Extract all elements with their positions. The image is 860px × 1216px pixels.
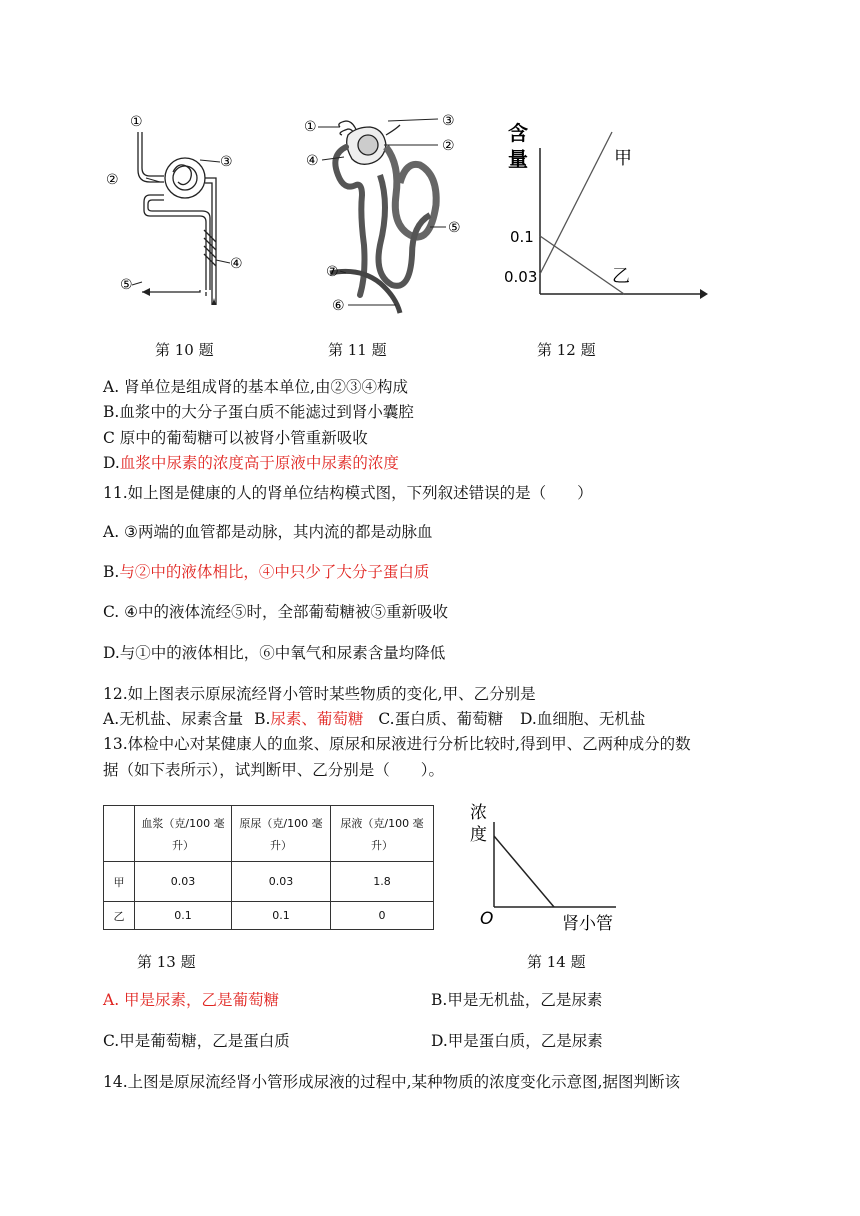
fig11-label-5: ⑤ — [448, 220, 461, 236]
fig11-label-3: ③ — [442, 113, 455, 129]
q12-option-d: D.血细胞、无机盐 — [520, 710, 646, 728]
q11-option-a: A. ③两端的血管都是动脉，其内流的都是动脉血 — [103, 523, 433, 541]
fig12-label-yi: 乙 — [612, 266, 630, 287]
fig14-xlabel: 肾小管 — [562, 914, 613, 934]
table-cell: 0.1 — [232, 902, 331, 930]
fig12-tick-0.1: 0.1 — [510, 228, 534, 246]
q13-stem-line1: 13.体检中心对某健康人的血浆、原尿和尿液进行分析比较时,得到甲、乙两种成分的数 — [103, 735, 691, 753]
table-header-plasma: 血浆（克/100 毫 升） — [135, 806, 232, 862]
q13-option-a-text: A. 甲是尿素，乙是葡萄糖 — [103, 991, 280, 1009]
fig14-ylabel-top: 浓 — [470, 803, 487, 823]
q11-b-letter: B. — [103, 563, 120, 581]
q12-option-b-letter: B. — [254, 710, 271, 728]
fig11-label-1: ① — [304, 119, 317, 135]
figure-12-chart — [500, 112, 715, 312]
q10-option-c: C 原中的葡萄糖可以被肾小管重新吸收 — [103, 429, 368, 447]
q11-stem: 11.如上图是健康的人的肾单位结构模式图，下列叙述错误的是（ ） — [103, 484, 593, 502]
fig12-label-jia: 甲 — [614, 148, 632, 169]
fig11-label-6: ⑥ — [332, 298, 345, 314]
q10-d-letter: D. — [103, 454, 120, 472]
fig11-label-7: ⑦ — [326, 264, 339, 280]
q12-option-a: A.无机盐、尿素含量 — [103, 710, 244, 728]
q12-options — [103, 709, 645, 729]
caption-fig11: 第 11 题 — [328, 341, 387, 359]
table-header-primary-urine: 原尿（克/100 毫 升） — [232, 806, 331, 862]
fig10-label-5: ⑤ — [120, 277, 133, 293]
fig12-series-jia — [540, 132, 612, 274]
q14-stem: 14.上图是原尿流经肾小管形成尿液的过程中,某种物质的浓度变化示意图,据图判断该 — [103, 1073, 681, 1091]
q13-data-table — [103, 805, 434, 930]
figure-11-nephron-diagram — [300, 105, 470, 315]
table-header-empty — [104, 806, 135, 862]
q12-stem: 12.如上图表示原尿流经肾小管时某些物质的变化,甲、乙分别是 — [103, 685, 536, 703]
table-row — [104, 862, 434, 902]
q11-b-answer: 与②中的液体相比，④中只少了大分子蛋白质 — [119, 563, 430, 581]
q12-option-b: 尿素、葡萄糖 — [270, 710, 364, 728]
fig11-label-2: ② — [442, 138, 455, 154]
fig14-series-line — [494, 836, 554, 907]
figure-10-nephron-diagram — [106, 110, 260, 310]
q11-option-b — [103, 562, 429, 582]
caption-fig12: 第 12 题 — [537, 341, 596, 359]
q10-option-d — [103, 453, 399, 473]
fig12-ylabel-top: 含 — [508, 121, 528, 145]
table-cell: 0.03 — [232, 862, 331, 902]
table-cell: 0 — [331, 902, 434, 930]
q10-option-b: B.血浆中的大分子蛋白质不能滤过到肾小囊腔 — [103, 403, 414, 421]
figure-14-chart — [466, 800, 636, 940]
table-cell: 甲 — [104, 862, 135, 902]
caption-fig13: 第 13 题 — [137, 953, 196, 971]
fig10-label-4: ④ — [230, 256, 243, 272]
table-header-urine: 尿液（克/100 毫 升） — [331, 806, 434, 862]
fig10-label-2: ② — [106, 172, 119, 188]
fig12-ylabel-bottom: 量 — [508, 147, 528, 171]
q12-option-c: C.蛋白质、葡萄糖 — [378, 710, 504, 728]
table-row — [104, 902, 434, 930]
q13-stem-line2: 据（如下表所示），试判断甲、乙分别是（ ）。 — [103, 761, 445, 779]
table-cell: 0.03 — [135, 862, 232, 902]
fig12-tick-0.03: 0.03 — [504, 268, 538, 286]
table-cell: 0.1 — [135, 902, 232, 930]
fig11-label-4: ④ — [306, 153, 319, 169]
fig10-label-1: ① — [130, 114, 143, 130]
q13-option-d: D.甲是蛋白质，乙是尿素 — [431, 1032, 603, 1050]
q13-option-c: C.甲是葡萄糖，乙是蛋白质 — [103, 1032, 290, 1050]
caption-fig14: 第 14 题 — [527, 953, 586, 971]
fig14-origin: O — [480, 909, 494, 929]
caption-fig10: 第 10 题 — [155, 341, 214, 359]
q11-option-c: C. ④中的液体流经⑤时，全部葡萄糖被⑤重新吸收 — [103, 603, 449, 621]
q11-option-d: D.与①中的液体相比，⑥中氧气和尿素含量均降低 — [103, 644, 446, 662]
fig14-ylabel-bottom: 度 — [470, 825, 487, 845]
table-cell: 1.8 — [331, 862, 434, 902]
q10-d-answer: 血浆中尿素的浓度高于原液中尿素的浓度 — [119, 454, 399, 472]
q13-option-b: B.甲是无机盐，乙是尿素 — [431, 991, 603, 1009]
table-cell: 乙 — [104, 902, 135, 930]
q10-option-a: A. 肾单位是组成肾的基本单位,由②③④构成 — [103, 378, 408, 396]
q13-option-a — [103, 990, 279, 1010]
fig10-label-3: ③ — [220, 154, 233, 170]
